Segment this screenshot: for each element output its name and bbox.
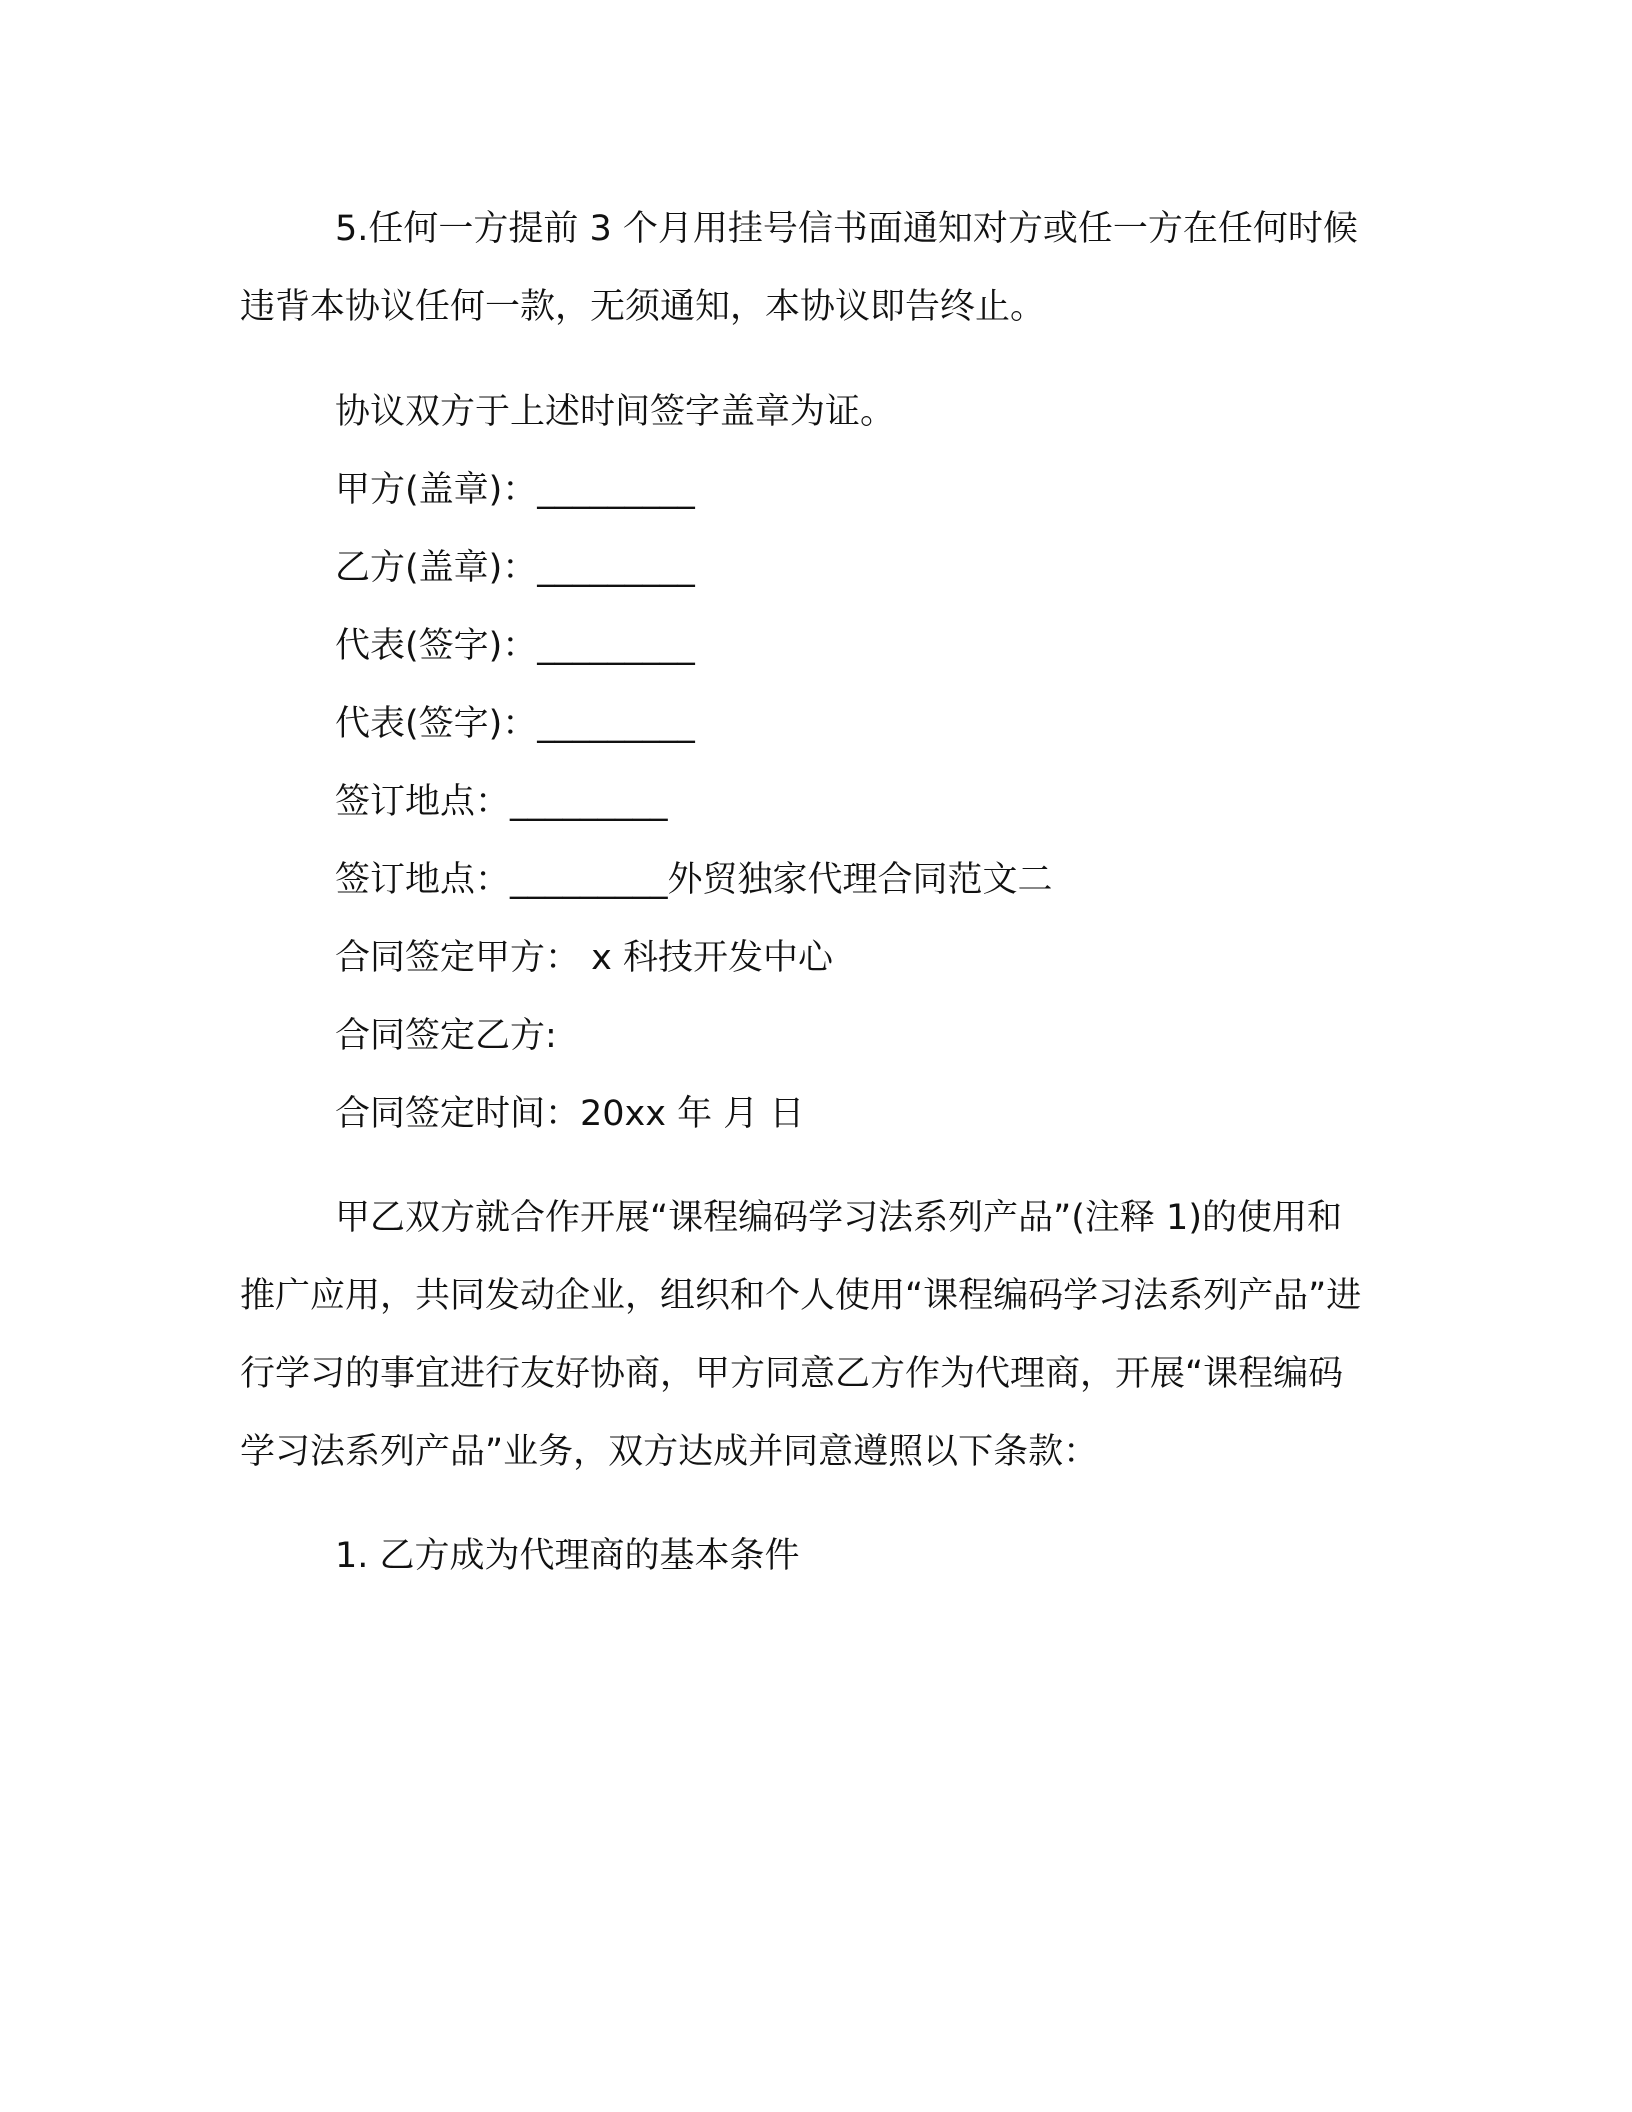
representative-sign-line-2: 代表(签字)：_________ <box>335 704 695 744</box>
section-1-heading: 1. 乙方成为代理商的基本条件 <box>335 1536 800 1576</box>
preamble-paragraph: 甲乙双方就合作开展“课程编码学习法系列产品”(注释 1)的使用和推广应用，共同发动企业，组织和个人使用“课程编码学习法系列产品”进行学习的事宜进行友好协商，甲方同意乙方作为代理商，开展“课程编码学习法系列产品”业务，双方达成并同意遵照以下条款： <box>240 1198 1362 1472</box>
witness-statement: 协议双方于上述时间签字盖章为证。 <box>335 392 896 432</box>
party-b-seal-line: 乙方(盖章)：_________ <box>335 548 695 588</box>
contract-party-a-line: 合同签定甲方： x 科技开发中心 <box>335 938 833 978</box>
clause-5-paragraph: 5.任何一方提前 3 个月用挂号信书面通知对方或任一方在任何时候违背本协议任何一款，无须通知，本协议即告终止。 <box>240 209 1358 327</box>
representative-sign-line-1: 代表(签字)：_________ <box>335 626 695 666</box>
signing-place-line-2: 签订地点：_________外贸独家代理合同范文二 <box>335 860 1053 900</box>
contract-time-line: 合同签定时间：20xx 年 月 日 <box>335 1094 805 1134</box>
party-a-seal-line: 甲方(盖章)：_________ <box>335 470 695 510</box>
document-body <box>240 190 1370 1595</box>
contract-party-b-line: 合同签定乙方: <box>335 1016 557 1056</box>
signing-place-line-1: 签订地点：_________ <box>335 782 668 822</box>
